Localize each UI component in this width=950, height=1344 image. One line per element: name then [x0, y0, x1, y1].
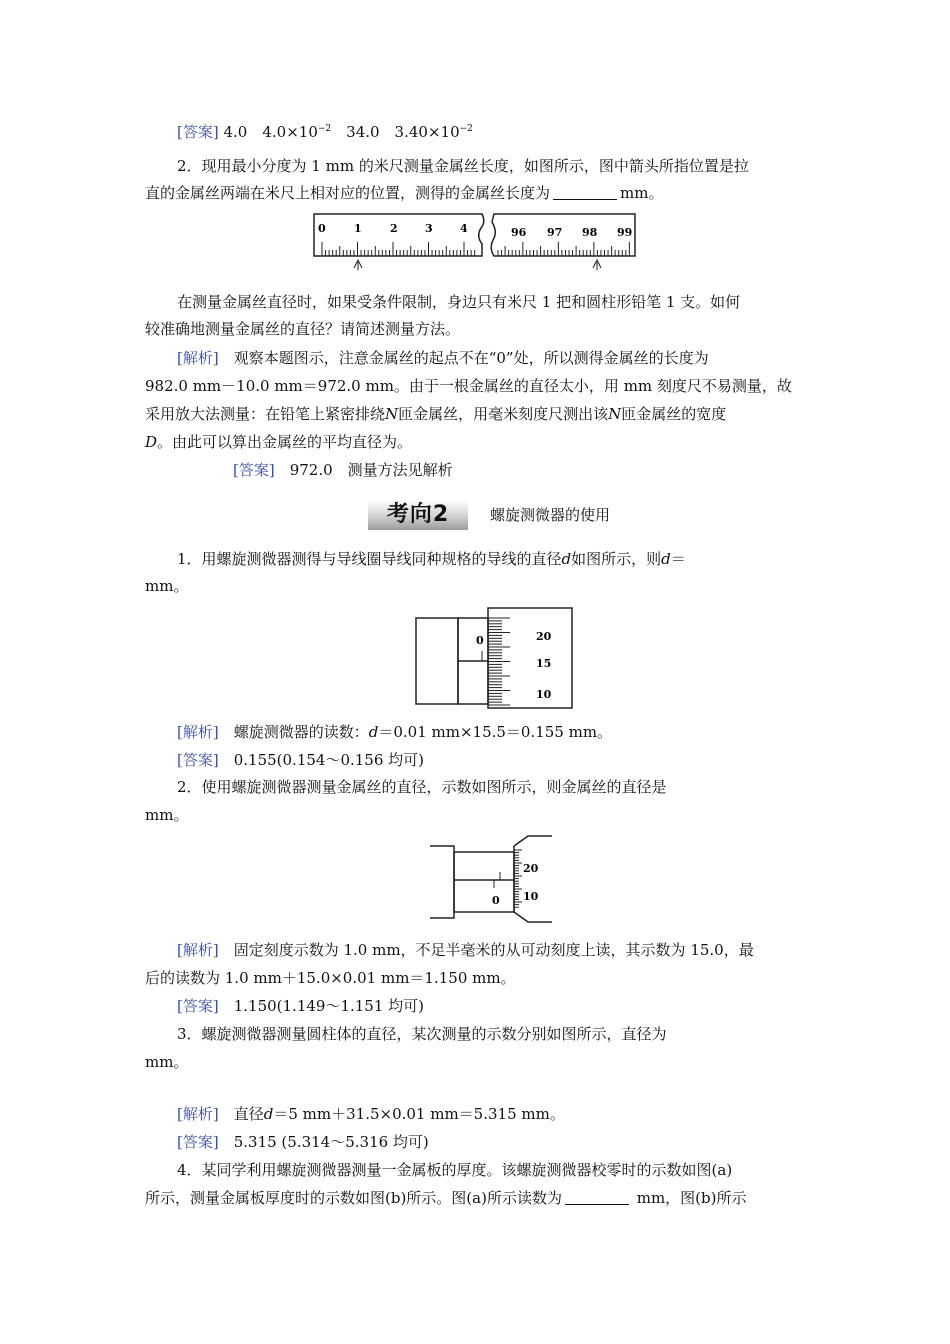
q2-answer — [145, 460, 895, 480]
analysis-text: 观察本题图示，注意金属丝的起点不在“0”处，所以测得金属丝的长度为 — [218, 349, 709, 367]
m3-line-2: mm。 — [145, 1053, 189, 1071]
analysis-text: 采用放大法测量：在铅笔上紧密排绕 — [145, 405, 386, 423]
ruler-ticks-left — [322, 242, 475, 256]
m4-text: 所示，测量金属板厚度时的示数如图(b)所示。图(a)所示读数为 — [145, 1189, 562, 1207]
analysis-text: ＝5 mm＋31.5×0.01 mm＝5.315 mm。 — [273, 1105, 565, 1123]
analysis-text: 固定刻度示数为 1.0 mm，不足半毫米的从可动刻度上读，其示数为 15.0，最 — [218, 941, 754, 959]
answer-text: 972.0 测量方法见解析 — [274, 461, 453, 479]
q2-analysis-1 — [145, 348, 839, 368]
exponent: −2 — [317, 124, 332, 134]
answer-blank — [565, 1190, 629, 1205]
m2-analysis-1 — [145, 940, 839, 960]
m1-analysis — [145, 722, 839, 742]
ruler-label: 1 — [354, 222, 362, 235]
m3-analysis — [145, 1104, 839, 1124]
analysis-tag: [解析] — [177, 349, 219, 367]
analysis-tag: [解析] — [177, 941, 219, 959]
analysis-text: 。由此可以算出金属丝的平均直径为。 — [157, 433, 413, 451]
analysis-text: ＝0.01 mm×15.5＝0.155 mm。 — [378, 723, 613, 741]
q2-text: 直的金属丝两端在米尺上相对应的位置，测得的金属丝长度为 — [145, 184, 551, 202]
analysis-tag: [解析] — [177, 723, 219, 741]
ruler-label: 96 — [511, 226, 527, 239]
q2-analysis-2: 982.0 mm－10.0 mm＝972.0 mm。由于一根金属丝的直径太小，用 mm 刻度尺不易测量，故 — [145, 377, 792, 395]
answer-text: 0.155(0.154～0.156 均可) — [218, 751, 425, 769]
scale-label: 20 — [523, 862, 539, 875]
answer-tag: [答案] — [233, 461, 275, 479]
ruler-label: 98 — [582, 226, 598, 239]
analysis-tag: [解析] — [177, 1105, 219, 1123]
answer-text: 5.315 (5.314～5.316 均可) — [218, 1133, 429, 1151]
micrometer-figure-2 — [428, 832, 558, 924]
answer-line-prev — [145, 122, 839, 142]
variable: N — [385, 405, 399, 423]
scale-label: 15 — [536, 657, 552, 670]
m1-text: 如图所示，则 — [571, 550, 662, 568]
q2-unit: mm。 — [620, 184, 664, 202]
m4-line-1: 4．某同学利用螺旋测微器测量一金属板的厚度。该螺旋测微器校零时的示数如图(a) — [177, 1161, 733, 1179]
m1-text: ＝ — [670, 550, 686, 568]
variable: d — [661, 550, 671, 568]
m2-line-2: mm。 — [145, 806, 189, 824]
section-title: 螺旋测微器的使用 — [490, 506, 611, 524]
q2-analysis-4 — [145, 432, 807, 452]
m4-text: mm，图(b)所示 — [631, 1189, 747, 1207]
answer-text-2: 34.0 3.40×10 — [331, 123, 460, 141]
m3-line-1: 3．螺旋测微器测量圆柱体的直径，某次测量的示数分别如图所示，直径为 — [177, 1025, 667, 1043]
answer-tag: [答案] — [177, 997, 219, 1015]
variable: D — [145, 433, 158, 451]
variable: d — [561, 550, 572, 568]
scale-label: 10 — [523, 890, 539, 903]
ruler-label: 97 — [547, 226, 563, 239]
m1-line-1 — [145, 549, 839, 569]
q2-line-4: 较准确地测量金属丝的直径？请简述测量方法。 — [145, 320, 461, 338]
m4-line-2 — [145, 1188, 807, 1208]
analysis-text: 直径 — [218, 1105, 264, 1123]
q2-line-2 — [145, 183, 807, 203]
q2-line-3: 在测量金属丝直径时，如果受条件限制，身边只有米尺 1 把和圆柱形铅笔 1 支。如何 — [177, 293, 741, 311]
q2-analysis-3 — [145, 404, 807, 424]
scale-label: 20 — [536, 630, 552, 643]
analysis-text: 匝金属丝，用毫米刻度尺测出该 — [398, 405, 609, 423]
zero-label: 0 — [492, 894, 500, 907]
ruler-label: 4 — [460, 222, 468, 235]
ruler-label: 2 — [390, 222, 398, 235]
m2-answer — [145, 996, 839, 1016]
analysis-text: 螺旋测微器的读数： — [218, 723, 369, 741]
analysis-text: 匝金属丝的宽度 — [621, 405, 727, 423]
m2-line-1: 2．使用螺旋测微器测量金属丝的直径，示数如图所示，则金属丝的直径是 — [177, 778, 667, 796]
m1-line-2: mm。 — [145, 577, 189, 595]
variable: d — [263, 1105, 274, 1123]
variable: d — [368, 723, 379, 741]
exponent: −2 — [459, 124, 473, 134]
variable: N — [608, 405, 622, 423]
zero-label: 0 — [476, 634, 484, 647]
ruler-label: 99 — [617, 226, 633, 239]
m2-analysis-2: 后的读数为 1.0 mm＋15.0×0.01 mm＝1.150 mm。 — [145, 969, 516, 987]
answer-tag: [答案] — [177, 123, 219, 141]
answer-tag: [答案] — [177, 751, 219, 769]
section-label: 考向2 — [368, 500, 468, 530]
ruler-figure — [312, 210, 637, 270]
answer-tag: [答案] — [177, 1133, 219, 1151]
answer-text: 1.150(1.149～1.151 均可) — [218, 997, 425, 1015]
answer-text: 4.0 4.0×10 — [223, 123, 318, 141]
q2-line-1: 2．现用最小分度为 1 mm 的米尺测量金属丝长度，如图所示，图中箭头所指位置是拉 — [177, 157, 749, 175]
m1-text: 1．用螺旋测微器测得与导线圈导线同种规格的导线的直径 — [177, 550, 562, 568]
ruler-label: 0 — [318, 222, 326, 235]
scale-label: 10 — [536, 688, 552, 701]
ruler-label: 3 — [425, 222, 433, 235]
answer-blank — [553, 185, 617, 200]
m1-answer — [145, 750, 839, 770]
micrometer-figure-1 — [414, 606, 574, 710]
m3-answer — [145, 1132, 839, 1152]
ruler-ticks-right — [498, 242, 629, 256]
